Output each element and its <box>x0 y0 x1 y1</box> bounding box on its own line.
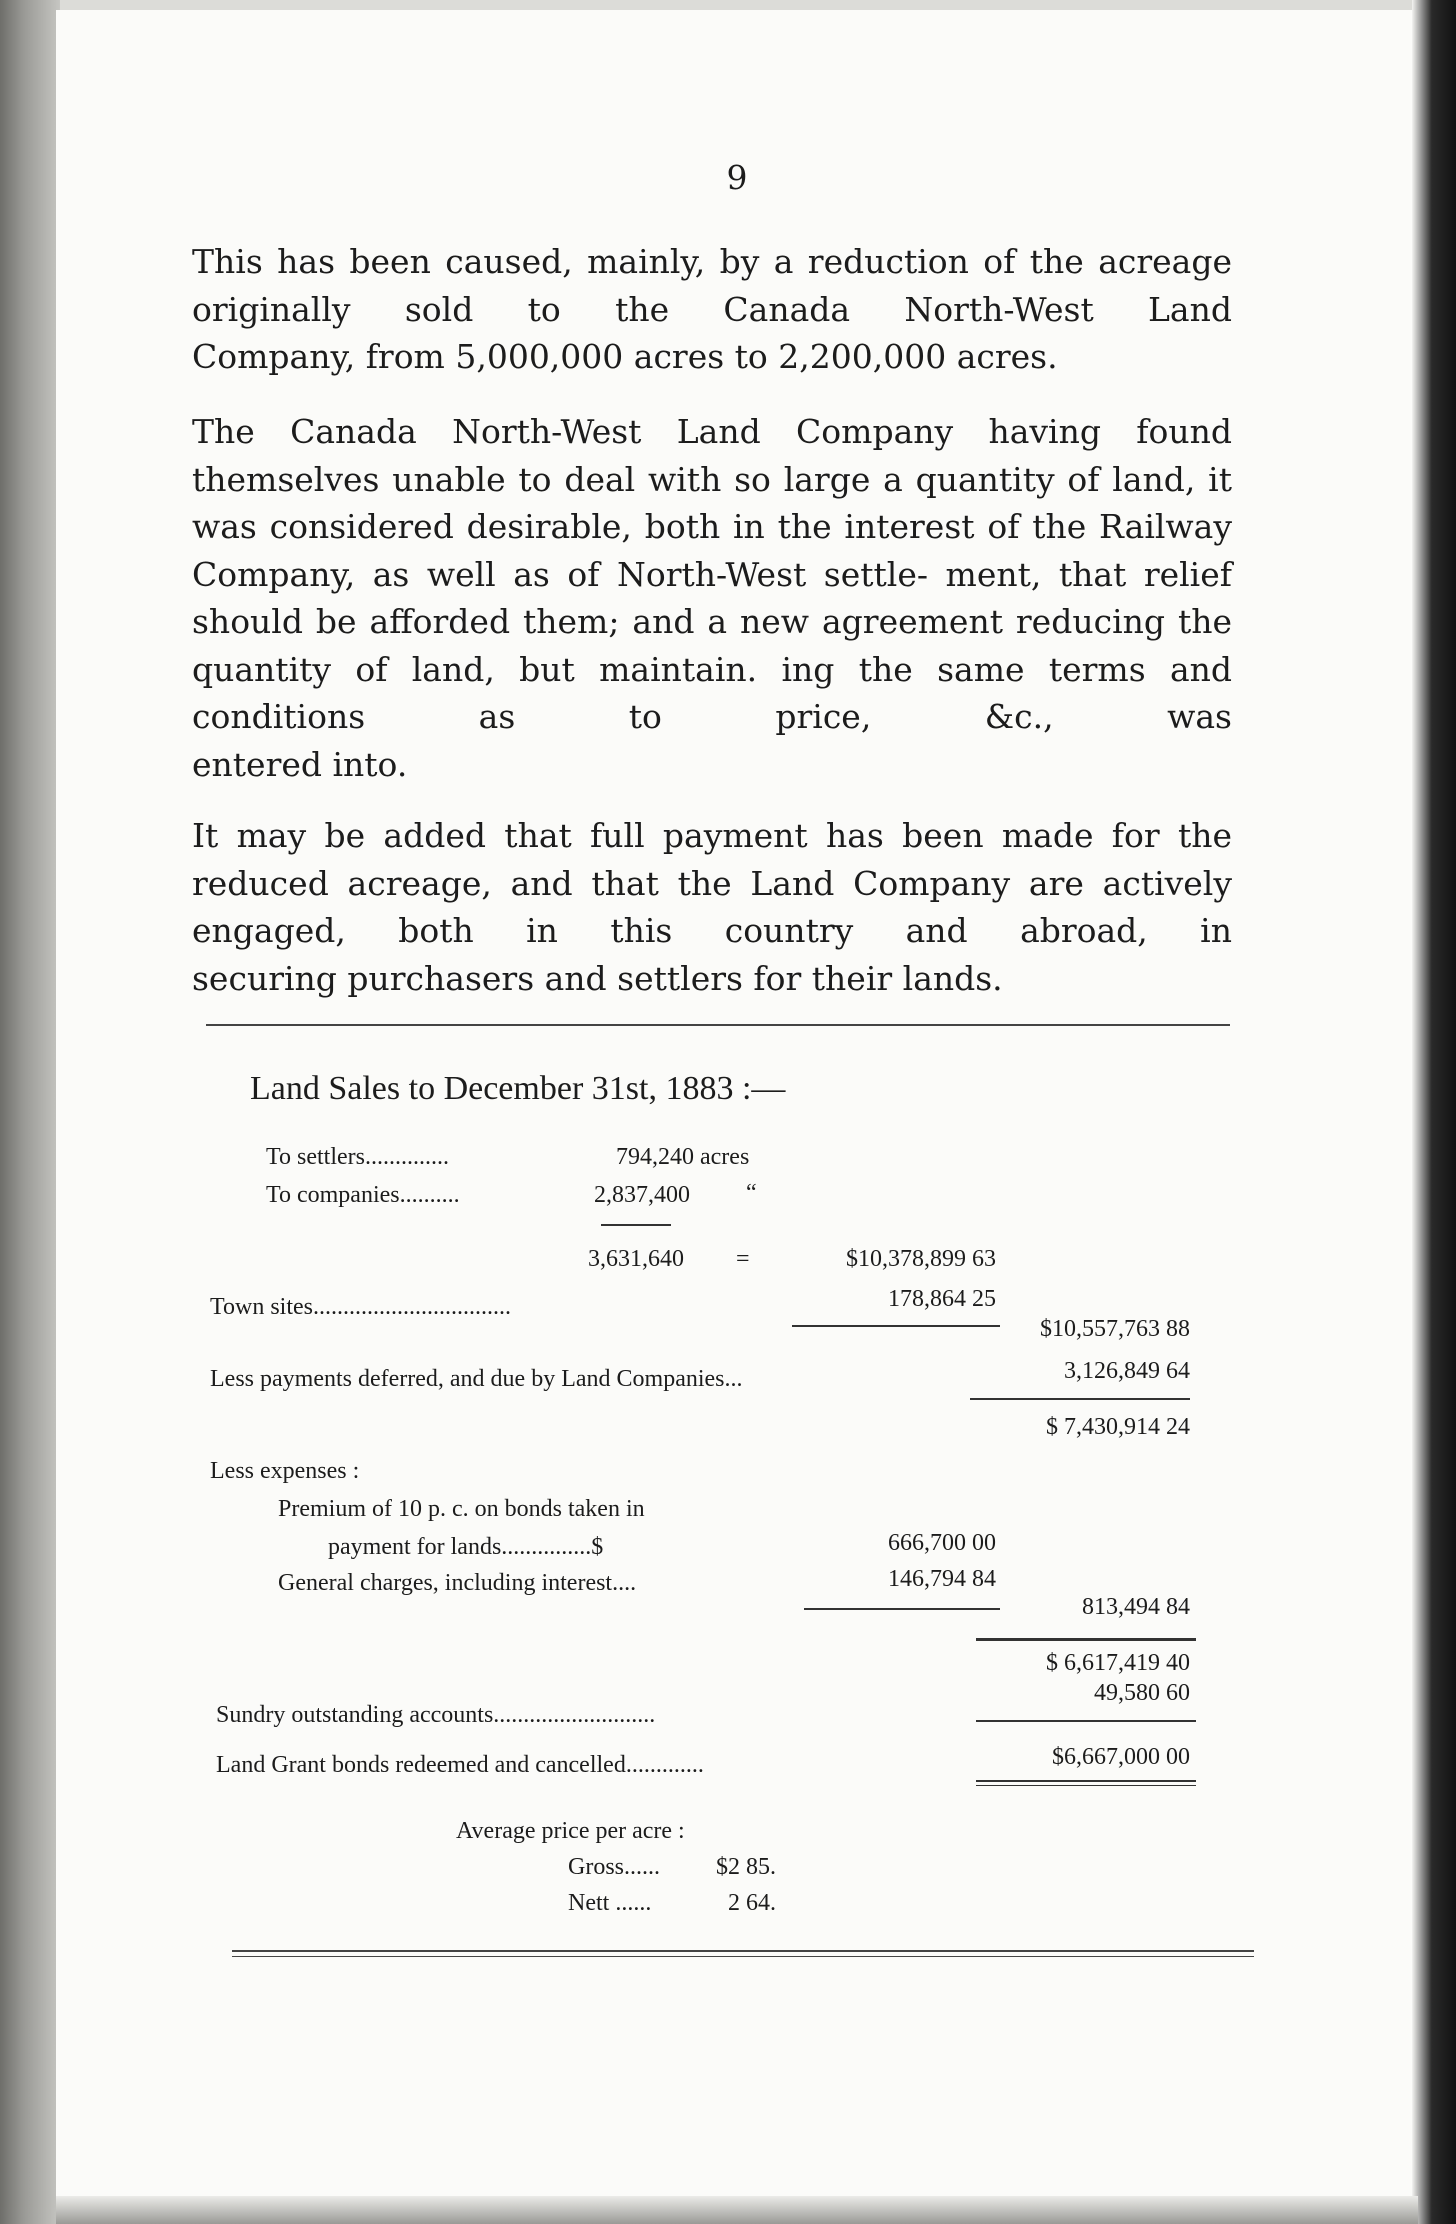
net-after-deferred: $ 7,430,914 24 <box>1046 1414 1190 1440</box>
less-deferred-value: 3,126,849 64 <box>1064 1358 1190 1384</box>
bonds-rule-2 <box>976 1785 1196 1786</box>
premium-line-1: Premium of 10 p. c. on bonds taken in <box>278 1496 645 1522</box>
bonds-rule-1 <box>976 1780 1196 1782</box>
net-after-expenses: $ 6,617,419 40 <box>1046 1650 1190 1676</box>
end-rule-2 <box>232 1956 1254 1957</box>
page-bottom-edge <box>56 2196 1418 2224</box>
ditto-mark: “ <box>746 1180 757 1206</box>
to-companies-label: To companies.......... <box>266 1182 460 1208</box>
to-settlers-label: To settlers.............. <box>266 1144 449 1170</box>
nett-label: Nett ...... <box>568 1890 652 1916</box>
town-sites-value: 178,864 25 <box>888 1286 996 1312</box>
sundry-label: Sundry outstanding accounts........................... <box>216 1702 656 1728</box>
less-deferred-label: Less payments deferred, and due by Land Companies... <box>210 1366 743 1392</box>
premium-line-2: payment for lands...............$ <box>328 1534 604 1560</box>
to-companies-value: 2,837,400 <box>594 1182 690 1208</box>
total-acres: 3,631,640 <box>588 1246 684 1272</box>
paragraph-line: the reduced acreage, and that the Land Company are <box>192 816 1232 903</box>
page-edge-shadow <box>1412 0 1456 2224</box>
paragraph-line: entered into. <box>192 744 408 784</box>
paragraph-line: themselves unable to deal with so large a quantity of <box>192 459 1100 499</box>
paragraph-acreage-reduction <box>192 238 1232 381</box>
book-spine <box>0 0 60 2224</box>
nett-value: 2 64. <box>728 1890 776 1916</box>
paragraph-line: agreement reducing the quantity of land, but maintain. <box>192 602 1232 689</box>
deferred-rule <box>970 1398 1190 1400</box>
acres-sum-rule <box>601 1224 671 1226</box>
paragraph-new-agreement <box>192 408 1232 788</box>
expenses-total-rule <box>976 1638 1196 1641</box>
paragraph-line: The Canada North-West Land Company having found <box>192 412 1232 451</box>
paragraph-line: acreage originally sold to the Canada North-West Land <box>192 242 1232 329</box>
sundry-rule <box>976 1720 1196 1722</box>
town-sites-label: Town sites................................. <box>210 1294 511 1320</box>
document-page <box>56 10 1418 2202</box>
paragraph-line: actively engaged, both in this country and abroad, in <box>192 863 1232 950</box>
bonds-label: Land Grant bonds redeemed and cancelled............. <box>216 1752 704 1778</box>
paragraph-line: ing the same terms and conditions as to price, &c., was <box>192 649 1232 736</box>
subtotal: $10,557,763 88 <box>1040 1316 1190 1342</box>
section-divider <box>206 1024 1230 1026</box>
land-sales-heading: Land Sales to December 31st, 1883 :— <box>250 1070 786 1107</box>
paragraph-line: land, it was considered desirable, both in the interest of <box>192 459 1232 546</box>
expenses-total: 813,494 84 <box>1082 1594 1190 1620</box>
sundry-value: 49,580 60 <box>1094 1680 1190 1706</box>
general-charges-label: General charges, including interest.... <box>278 1570 637 1596</box>
acres-amount: $10,378,899 63 <box>846 1246 996 1272</box>
average-price-label: Average price per acre : <box>456 1818 685 1844</box>
paragraph-line: Company, from 5,000,000 acres to 2,200,000 acres. <box>192 337 1058 376</box>
paragraph-line: It may be added that full payment has been made for <box>192 816 1160 855</box>
paragraph-line: securing purchasers and settlers for their lands. <box>192 958 1003 998</box>
end-rule-1 <box>232 1950 1254 1952</box>
general-charges-value: 146,794 84 <box>888 1566 996 1592</box>
gross-value: $2 85. <box>716 1854 776 1880</box>
less-expenses-label: Less expenses : <box>210 1458 360 1484</box>
paragraph-line: This has been caused, mainly, by a reduction of the <box>192 242 1084 281</box>
page-number: 9 <box>726 158 748 197</box>
paragraph-line: ment, that relief should be afforded them; and a new <box>192 554 1232 641</box>
gross-label: Gross...... <box>568 1854 661 1880</box>
paragraph-line: the Railway Company, as well as of North-West settle- <box>192 507 1232 594</box>
to-settlers-value: 794,240 acres <box>616 1144 750 1170</box>
premium-value: 666,700 00 <box>888 1530 996 1556</box>
equals-sign: = <box>736 1246 750 1272</box>
paragraph-full-payment <box>192 812 1232 1002</box>
bonds-value: $6,667,000 00 <box>1052 1744 1190 1770</box>
